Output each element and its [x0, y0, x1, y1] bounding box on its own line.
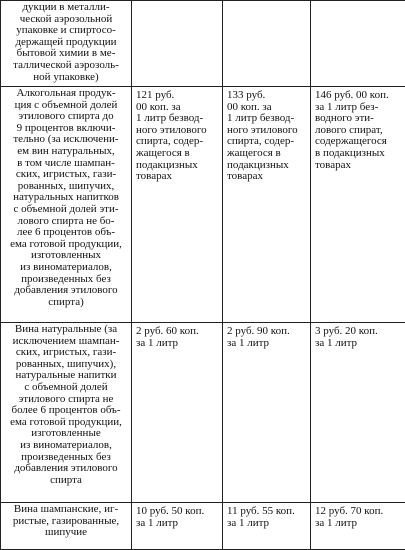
- table-row: [1, 87, 405, 323]
- text-line: 12 руб. 70 коп.: [315, 506, 401, 518]
- rate-cell-3: [311, 1, 405, 87]
- text-line: спирта, содер-: [136, 136, 218, 148]
- product-text: [5, 2, 127, 83]
- text-line: с объемной долей эти-: [5, 204, 127, 216]
- text-line: 2 руб. 90 коп.: [227, 326, 306, 338]
- text-line: упаковке и спиртосо-: [5, 25, 127, 37]
- text-line: 2 руб. 60 коп.: [136, 326, 218, 338]
- rate-text: [315, 326, 401, 349]
- text-line: в том числе шампан-: [5, 158, 127, 170]
- text-line: ских, игристых, гази-: [5, 347, 127, 359]
- rate-text: [136, 90, 218, 183]
- table-row: [1, 1, 405, 87]
- text-line: за 1 литр: [136, 518, 218, 530]
- text-line: жащегося в: [136, 148, 218, 160]
- rate-text: [136, 326, 218, 349]
- text-line: ем вин натуральных,: [5, 146, 127, 158]
- text-line: шипучие: [5, 527, 127, 539]
- rate-text: [227, 326, 306, 349]
- rate-cell-2: [223, 503, 311, 550]
- text-line: лее 6 процентов объ-: [5, 227, 127, 239]
- text-line: в подакцизных: [315, 148, 401, 160]
- text-line: спирта): [5, 297, 127, 309]
- product-text: [5, 504, 127, 539]
- text-line: товарах: [227, 171, 306, 183]
- rate-cell-2: [223, 87, 311, 323]
- text-line: товарах: [315, 160, 401, 172]
- text-line: ческой аэрозольной: [5, 14, 127, 26]
- rate-cell-3: [311, 87, 405, 323]
- rate-cell-3: [311, 323, 405, 503]
- text-line: Вина натуральные (за: [5, 324, 127, 336]
- text-line: таллической аэрозоль-: [5, 60, 127, 72]
- text-line: 121 руб.: [136, 90, 218, 102]
- text-line: ема готовой продукции,: [5, 239, 127, 251]
- text-line: водного эти-: [315, 113, 401, 125]
- rate-cell-1: [132, 323, 223, 503]
- text-line: добавления этилового: [5, 285, 127, 297]
- text-line: Вина шампанские, иг-: [5, 504, 127, 516]
- text-line: спирта, содер-: [227, 136, 306, 148]
- text-line: ция с объемной долей: [5, 100, 127, 112]
- rate-text: [315, 90, 401, 171]
- text-line: произведенных без: [5, 452, 127, 464]
- rate-text: [136, 506, 218, 529]
- text-line: добавления этилового: [5, 463, 127, 475]
- text-line: произведенных без: [5, 274, 127, 286]
- product-cell: [1, 87, 132, 323]
- text-line: с объемной долей: [5, 382, 127, 394]
- text-line: лового спират,: [315, 125, 401, 137]
- rate-cell-1: [132, 87, 223, 323]
- rate-cell-1: [132, 1, 223, 87]
- product-cell: [1, 323, 132, 503]
- text-line: более 6 процентов объ-: [5, 405, 127, 417]
- text-line: содержащегося: [315, 136, 401, 148]
- text-line: Алкогольная продук-: [5, 88, 127, 100]
- text-line: изготовленные: [5, 428, 127, 440]
- text-line: ного этилового: [136, 125, 218, 137]
- text-line: подакцизных: [136, 160, 218, 172]
- text-line: ной упаковке): [5, 72, 127, 84]
- rate-text: [227, 90, 306, 183]
- text-line: 3 руб. 20 коп.: [315, 326, 401, 338]
- text-line: 10 руб. 50 коп.: [136, 506, 218, 518]
- text-line: 11 руб. 55 коп.: [227, 506, 306, 518]
- text-line: ема готовой продукции,: [5, 417, 127, 429]
- product-text: [5, 88, 127, 308]
- rate-cell-2: [223, 323, 311, 503]
- text-line: 00 коп. за: [136, 102, 218, 114]
- text-line: лового спирта не бо-: [5, 216, 127, 228]
- text-line: рованных, шипучих),: [5, 359, 127, 371]
- product-text: [5, 324, 127, 486]
- text-line: за 1 литр: [136, 338, 218, 350]
- text-line: за 1 литр: [315, 338, 401, 350]
- text-line: жащегося в: [227, 148, 306, 160]
- text-line: исключением шампан-: [5, 336, 127, 348]
- text-line: за 1 литр без-: [315, 102, 401, 114]
- text-line: рованных, шипучих,: [5, 181, 127, 193]
- text-line: этилового спирта не: [5, 394, 127, 406]
- text-line: 1 литр безвод-: [227, 113, 306, 125]
- text-line: ристые, газированные,: [5, 516, 127, 528]
- text-line: товарах: [136, 171, 218, 183]
- text-line: из виноматериалов,: [5, 262, 127, 274]
- text-line: ного этилового: [227, 125, 306, 137]
- text-line: 00 коп. за: [227, 102, 306, 114]
- text-line: 146 руб. 00 коп.: [315, 90, 401, 102]
- text-line: ских, игристых, гази-: [5, 169, 127, 181]
- text-line: 133 руб.: [227, 90, 306, 102]
- text-line: держащей продукции: [5, 37, 127, 49]
- rate-cell-3: [311, 503, 405, 550]
- rate-text: [227, 506, 306, 529]
- rate-cell-1: [132, 503, 223, 550]
- text-line: этилового спирта до: [5, 111, 127, 123]
- text-line: спирта: [5, 475, 127, 487]
- product-cell: [1, 503, 132, 550]
- rate-text: [315, 506, 401, 529]
- text-line: натуральные напитки: [5, 370, 127, 382]
- text-line: за 1 литр: [315, 518, 401, 530]
- text-line: за 1 литр: [227, 518, 306, 530]
- text-line: бытовой химии в ме-: [5, 48, 127, 60]
- text-line: изготовленных: [5, 250, 127, 262]
- text-line: тельно (за исключени-: [5, 134, 127, 146]
- text-line: из виноматериалов,: [5, 440, 127, 452]
- text-line: 9 процентов включи-: [5, 123, 127, 135]
- table-row: [1, 323, 405, 503]
- text-line: дукции в металли-: [5, 2, 127, 14]
- table-row: [1, 503, 405, 550]
- text-line: 1 литр безвод-: [136, 113, 218, 125]
- text-line: за 1 литр: [227, 338, 306, 350]
- text-line: натуральных напитков: [5, 192, 127, 204]
- rate-cell-2: [223, 1, 311, 87]
- text-line: подакцизных: [227, 160, 306, 172]
- product-cell: [1, 1, 132, 87]
